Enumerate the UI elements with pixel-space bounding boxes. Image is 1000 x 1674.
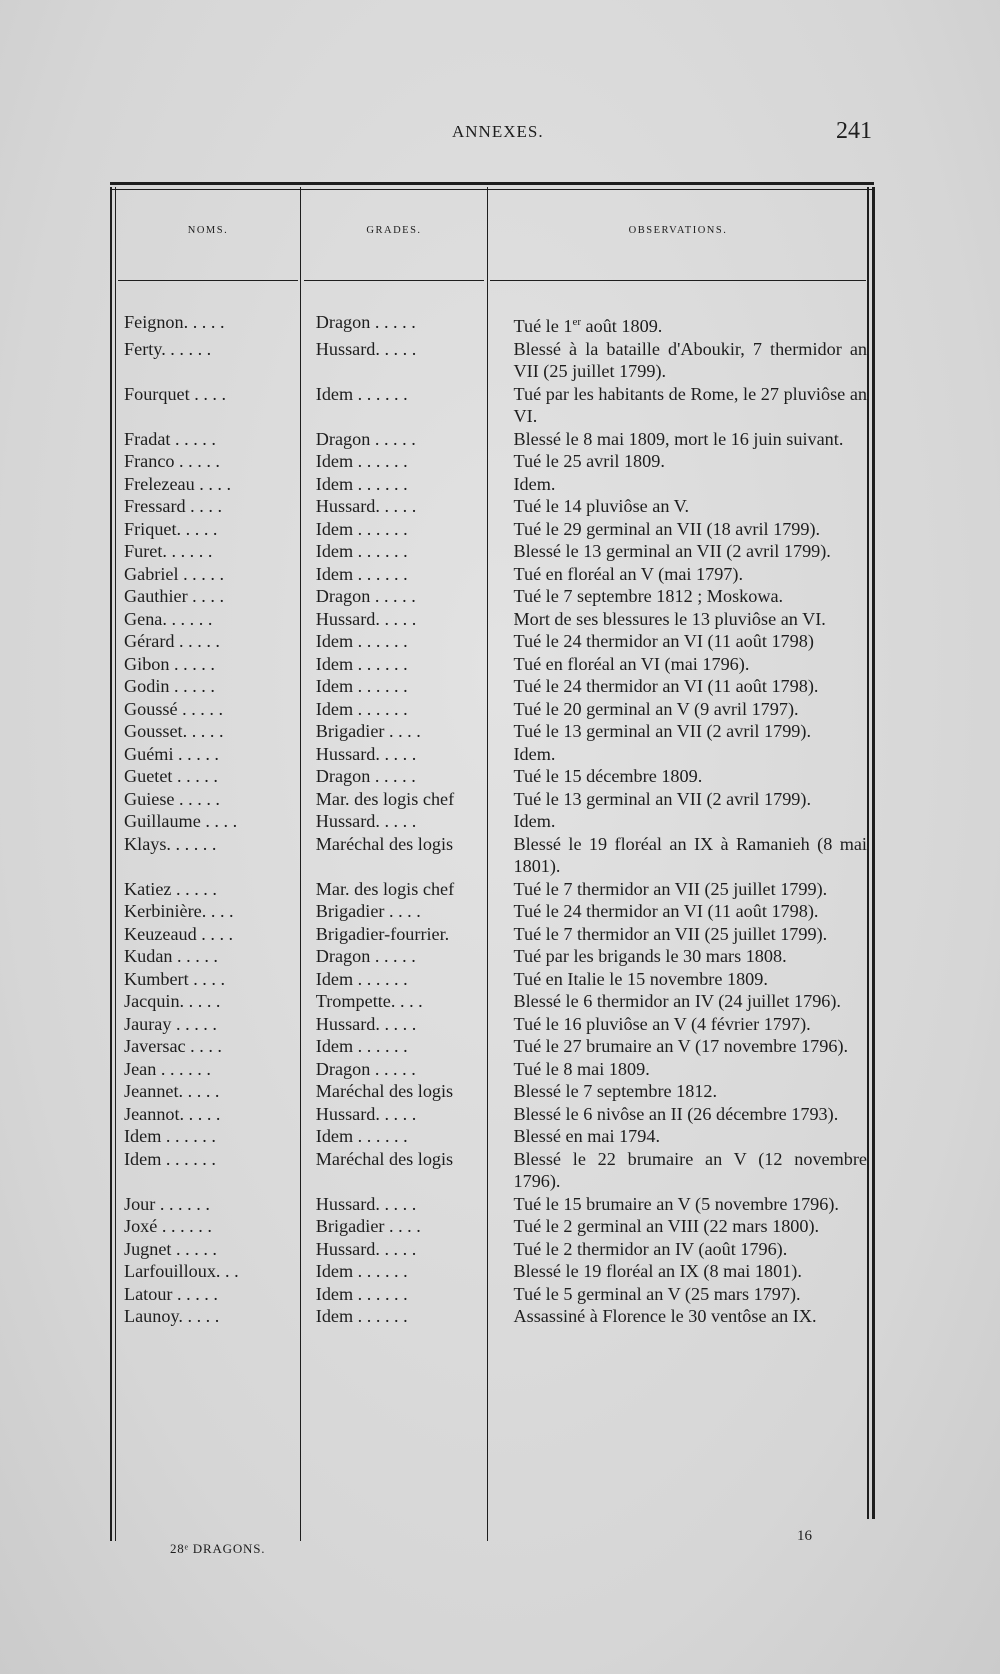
table-row: [110, 585, 867, 608]
cell-name: Katiez . . . . .: [124, 878, 217, 899]
observation-text: Blessé le 19 floréal an IX (8 mai 1801).: [513, 1261, 802, 1282]
table-row: [110, 1238, 867, 1261]
cell-grade: Idem . . . . . .: [315, 563, 408, 584]
observation-text: Tué par les brigands le 30 mars 1808.: [513, 946, 787, 967]
observation-text: Tué le 8 mai 1809.: [513, 1058, 650, 1079]
cell-name: Idem . . . . . .: [124, 1126, 216, 1147]
cell-observation: [494, 473, 868, 496]
table-row: [110, 788, 867, 811]
cell-grade: Hussard. . . . .: [315, 1193, 417, 1214]
observation-text: Tué le 29 germinal an VII (18 avril 1799).: [513, 518, 821, 539]
header-rule-observations: [490, 280, 866, 281]
cell-name: Latour . . . . .: [124, 1283, 218, 1304]
cell-observation: [494, 1035, 868, 1058]
observation-text: Blessé à la bataille d'Aboukir, 7 thermidor an VII (25 juillet 1799).: [513, 338, 867, 382]
cell-observation: [494, 833, 868, 878]
cell-grade: Idem . . . . . .: [315, 676, 408, 697]
cell-observation: [494, 630, 868, 653]
observation-text: Tué le 13 germinal an VII (2 avril 1799).: [513, 721, 812, 742]
cell-name: Gérard . . . . .: [124, 631, 220, 652]
ordinal-superscript: er: [572, 316, 581, 328]
observation-text: Idem.: [513, 473, 556, 494]
observation-text: Tué le 15 décembre 1809.: [513, 766, 703, 787]
observation-text: Tué le 25 avril 1809.: [513, 451, 665, 472]
cell-observation: [494, 428, 868, 451]
table-row: [110, 743, 867, 766]
table-right-outer-border: [872, 187, 875, 1519]
observation-text: Blessé le 8 mai 1809, mort le 16 juin suivant.: [513, 428, 844, 449]
cell-grade: Dragon . . . . .: [315, 428, 416, 449]
table-row: [110, 1058, 867, 1081]
cell-name: Frelezeau . . . .: [124, 473, 232, 494]
table-row: [110, 653, 867, 676]
cell-name: Guetet . . . . .: [124, 766, 218, 787]
cell-observation: [494, 698, 868, 721]
table-row: [110, 338, 867, 383]
observation-text: Tué par les habitants de Rome, le 27 pluviôse an VI.: [513, 383, 867, 427]
cell-name: Ferty. . . . . .: [124, 338, 212, 359]
cell-observation: [494, 878, 868, 901]
cell-name: Joxé . . . . . .: [124, 1216, 212, 1237]
cell-name: Furet. . . . . .: [124, 541, 213, 562]
cell-observation: [494, 495, 868, 518]
cell-name: Fradat . . . . .: [124, 428, 216, 449]
cell-name: Klays. . . . . .: [124, 833, 217, 854]
table-row: [110, 1080, 867, 1103]
cell-grade: Hussard. . . . .: [315, 1238, 417, 1259]
table-row: [110, 1305, 867, 1328]
cell-name: Jauray . . . . .: [124, 1013, 217, 1034]
observation-text: Tué le 20 germinal an V (9 avril 1797).: [513, 698, 799, 719]
table-row: [110, 1260, 867, 1283]
cell-name: Jeannot. . . . .: [124, 1103, 221, 1124]
cell-observation: [494, 945, 868, 968]
cell-observation: [494, 1013, 868, 1036]
cell-name: Gousset. . . . .: [124, 721, 224, 742]
observation-text: Tué le 2 germinal an VIII (22 mars 1800).: [513, 1216, 820, 1237]
table-row: [110, 675, 867, 698]
cell-observation: [494, 608, 868, 631]
cell-grade: Trompette. . . .: [315, 991, 423, 1012]
cell-name: Guillaume . . . .: [124, 811, 238, 832]
cell-observation: [494, 585, 868, 608]
cell-name: Idem . . . . . .: [124, 1148, 216, 1169]
observation-text: Blessé le 6 thermidor an IV (24 juillet 1796).: [513, 991, 841, 1012]
cell-name: Launoy. . . . .: [124, 1306, 220, 1327]
cell-observation: [494, 563, 868, 586]
cell-grade: Idem . . . . . .: [315, 653, 408, 674]
cell-observation: [494, 1080, 868, 1103]
observation-text: Tué le 16 pluviôse an V (4 février 1797).: [513, 1013, 811, 1034]
table-row: [110, 608, 867, 631]
observation-text: Tué le 1: [513, 316, 573, 337]
observation-text: Tué le 24 thermidor an VI (11 août 1798).: [513, 676, 819, 697]
cell-name: Jean . . . . . .: [124, 1058, 211, 1079]
page-number: 241: [836, 118, 872, 144]
observation-text: Tué le 2 thermidor an IV (août 1796).: [513, 1238, 788, 1259]
cell-name: Godin . . . . .: [124, 676, 215, 697]
cell-observation: [494, 1215, 868, 1238]
cell-grade: Idem . . . . . .: [315, 1261, 408, 1282]
cell-grade: Idem . . . . . .: [315, 383, 408, 404]
cell-name: Goussé . . . . .: [124, 698, 224, 719]
observation-text: Tué en Italie le 15 novembre 1809.: [513, 968, 768, 989]
table-row: [110, 540, 867, 563]
cell-observation: [494, 1058, 868, 1081]
observation-text: Tué le 5 germinal an V (25 mars 1797).: [513, 1283, 801, 1304]
observation-text: Tué le 24 thermidor an VI (11 août 1798).: [513, 901, 819, 922]
cell-name: Gabriel . . . . .: [124, 563, 225, 584]
cell-grade: Hussard. . . . .: [315, 811, 417, 832]
cell-grade: Hussard. . . . .: [315, 338, 417, 359]
observation-text: Tué en floréal an V (mai 1797).: [513, 563, 743, 584]
running-title: ANNEXES.: [452, 122, 544, 141]
header-rule-grades: [304, 280, 484, 281]
footer-signature: 28ᵉ DRAGONS.: [170, 1541, 266, 1556]
cell-grade: Idem . . . . . .: [315, 968, 408, 989]
table-row: [110, 923, 867, 946]
cell-observation: [494, 518, 868, 541]
table-row: [110, 1035, 867, 1058]
table-row: [110, 383, 867, 428]
cell-name: Franco . . . . .: [124, 451, 220, 472]
table-row: [110, 1013, 867, 1036]
cell-name: Larfouilloux. . .: [124, 1261, 239, 1282]
cell-grade: Hussard. . . . .: [315, 1013, 417, 1034]
cell-name: Fourquet . . . .: [124, 383, 227, 404]
observation-text: août 1809.: [581, 316, 663, 337]
observation-text: Blessé le 13 germinal an VII (2 avril 1799).: [513, 541, 831, 562]
table-row: [110, 563, 867, 586]
observation-text: Tué le 15 brumaire an V (5 novembre 1796).: [513, 1193, 839, 1214]
table-row: [110, 518, 867, 541]
cell-name: Jugnet . . . . .: [124, 1238, 217, 1259]
observation-text: Idem.: [513, 743, 556, 764]
cell-observation: [494, 900, 868, 923]
observation-text: Blessé le 6 nivôse an II (26 décembre 1793).: [513, 1103, 839, 1124]
cell-grade: Maréchal des logis: [315, 833, 454, 854]
observation-text: Blessé le 22 brumaire an V (12 novembre 1796).: [513, 1148, 867, 1192]
cell-grade: Hussard. . . . .: [315, 608, 417, 629]
cell-name: Kumbert . . . .: [124, 968, 226, 989]
cell-observation: [494, 720, 868, 743]
cell-observation: [494, 765, 868, 788]
table-row: [110, 900, 867, 923]
cell-name: Guiese . . . . .: [124, 788, 220, 809]
observation-text: Tué en floréal an VI (mai 1796).: [513, 653, 750, 674]
cell-observation: [494, 1148, 868, 1193]
observation-text: Tué le 7 thermidor an VII (25 juillet 1799).: [513, 878, 828, 899]
cell-observation: [494, 653, 868, 676]
cell-name: Feignon. . . . .: [124, 312, 225, 332]
cell-grade: Brigadier . . . .: [315, 721, 421, 742]
table-row: [110, 1193, 867, 1216]
cell-observation: [494, 923, 868, 946]
table-row: [110, 765, 867, 788]
cell-grade: Idem . . . . . .: [315, 1283, 408, 1304]
cell-observation: [494, 1193, 868, 1216]
header-rule-noms: [118, 280, 298, 281]
observation-text: Tué le 14 pluviôse an V.: [513, 496, 689, 517]
table-row: [110, 833, 867, 878]
table-row: [110, 311, 867, 338]
cell-observation: [494, 1283, 868, 1306]
table-row: [110, 1125, 867, 1148]
observation-text: Tué le 7 septembre 1812 ; Moskowa.: [513, 586, 784, 607]
cell-observation: [494, 788, 868, 811]
observation-text: Assassiné à Florence le 30 ventôse an IX.: [513, 1306, 817, 1327]
cell-name: Jacquin. . . . .: [124, 991, 221, 1012]
observation-text: Blessé le 7 septembre 1812.: [513, 1081, 718, 1102]
cell-grade: Idem . . . . . .: [315, 1126, 408, 1147]
table-row: [110, 450, 867, 473]
table-row: [110, 990, 867, 1013]
cell-grade: Idem . . . . . .: [315, 451, 408, 472]
cell-name: Kerbinière. . . .: [124, 901, 234, 922]
table-row: [110, 968, 867, 991]
cell-grade: Hussard. . . . .: [315, 496, 417, 517]
observation-text: Tué le 7 thermidor an VII (25 juillet 1799).: [513, 923, 828, 944]
cell-observation: [494, 968, 868, 991]
cell-observation: [494, 1103, 868, 1126]
footer-sheet-number: 16: [797, 1528, 812, 1544]
observation-text: Tué le 27 brumaire an V (17 novembre 1796).: [513, 1036, 849, 1057]
cell-grade: Mar. des logis chef: [315, 788, 455, 809]
cell-name: Kudan . . . . .: [124, 946, 218, 967]
observation-text: Blessé en mai 1794.: [513, 1126, 660, 1147]
cell-observation: [494, 675, 868, 698]
table-row: [110, 878, 867, 901]
cell-observation: [494, 1125, 868, 1148]
cell-grade: Idem . . . . . .: [315, 541, 408, 562]
cell-observation: [494, 311, 868, 338]
table-row: [110, 698, 867, 721]
table-row: [110, 1215, 867, 1238]
cell-grade: Maréchal des logis: [315, 1148, 454, 1169]
cell-observation: [494, 810, 868, 833]
table-right-border: [867, 187, 869, 1519]
cell-name: Keuzeaud . . . .: [124, 923, 234, 944]
cell-grade: Dragon . . . . .: [315, 312, 416, 332]
cell-name: Friquet. . . . .: [124, 518, 218, 539]
cell-grade: Idem . . . . . .: [315, 1306, 408, 1327]
column-header-noms: NOMS.: [187, 225, 229, 236]
table-row: [110, 473, 867, 496]
cell-grade: Brigadier . . . .: [315, 1216, 421, 1237]
cell-observation: [494, 990, 868, 1013]
observation-text: Tué le 13 germinal an VII (2 avril 1799).: [513, 788, 812, 809]
table-row: [110, 720, 867, 743]
cell-name: Javersac . . . .: [124, 1036, 222, 1057]
cell-observation: [494, 1305, 868, 1328]
cell-grade: Dragon . . . . .: [315, 766, 416, 787]
column-header-observations: OBSERVATIONS.: [628, 225, 728, 236]
cell-name: Guémi . . . . .: [124, 743, 219, 764]
cell-grade: Dragon . . . . .: [315, 1058, 416, 1079]
table-row: [110, 810, 867, 833]
cell-grade: Hussard. . . . .: [315, 1103, 417, 1124]
cell-grade: Mar. des logis chef: [315, 878, 455, 899]
cell-name: Gibon . . . . .: [124, 653, 215, 674]
cell-grade: Dragon . . . . .: [315, 586, 416, 607]
cell-name: Gena. . . . . .: [124, 608, 213, 629]
cell-grade: Dragon . . . . .: [315, 946, 416, 967]
cell-observation: [494, 743, 868, 766]
cell-grade: Idem . . . . . .: [315, 698, 408, 719]
cell-observation: [494, 1238, 868, 1261]
cell-observation: [494, 383, 868, 428]
cell-grade: Brigadier-fourrier.: [315, 923, 450, 944]
table-body: [110, 311, 867, 1328]
table-row: [110, 945, 867, 968]
cell-grade: Idem . . . . . .: [315, 473, 408, 494]
table-row: [110, 1103, 867, 1126]
observation-text: Mort de ses blessures le 13 pluviôse an VI.: [513, 608, 826, 629]
column-header-grades: GRADES.: [366, 225, 422, 236]
table-row: [110, 630, 867, 653]
cell-name: Jeannet. . . . .: [124, 1081, 220, 1102]
cell-name: Fressard . . . .: [124, 496, 222, 517]
table-top-rule: [110, 189, 874, 190]
cell-grade: Idem . . . . . .: [315, 631, 408, 652]
table-row: [110, 1148, 867, 1193]
cell-name: Gauthier . . . .: [124, 586, 225, 607]
cell-observation: [494, 338, 868, 383]
casualty-table: [110, 182, 874, 1541]
cell-observation: [494, 1260, 868, 1283]
table-row: [110, 1283, 867, 1306]
table-row: [110, 495, 867, 518]
cell-observation: [494, 540, 868, 563]
observation-text: Blessé le 19 floréal an IX à Ramanieh (8 mai 1801).: [513, 833, 867, 877]
cell-grade: Hussard. . . . .: [315, 743, 417, 764]
table-row: [110, 428, 867, 451]
observation-text: Idem.: [513, 811, 556, 832]
cell-grade: Idem . . . . . .: [315, 518, 408, 539]
cell-grade: Maréchal des logis: [315, 1081, 454, 1102]
cell-grade: Idem . . . . . .: [315, 1036, 408, 1057]
cell-grade: Brigadier . . . .: [315, 901, 421, 922]
observation-text: Tué le 24 thermidor an VI (11 août 1798): [513, 631, 814, 652]
cell-name: Jour . . . . . .: [124, 1193, 210, 1214]
cell-observation: [494, 450, 868, 473]
